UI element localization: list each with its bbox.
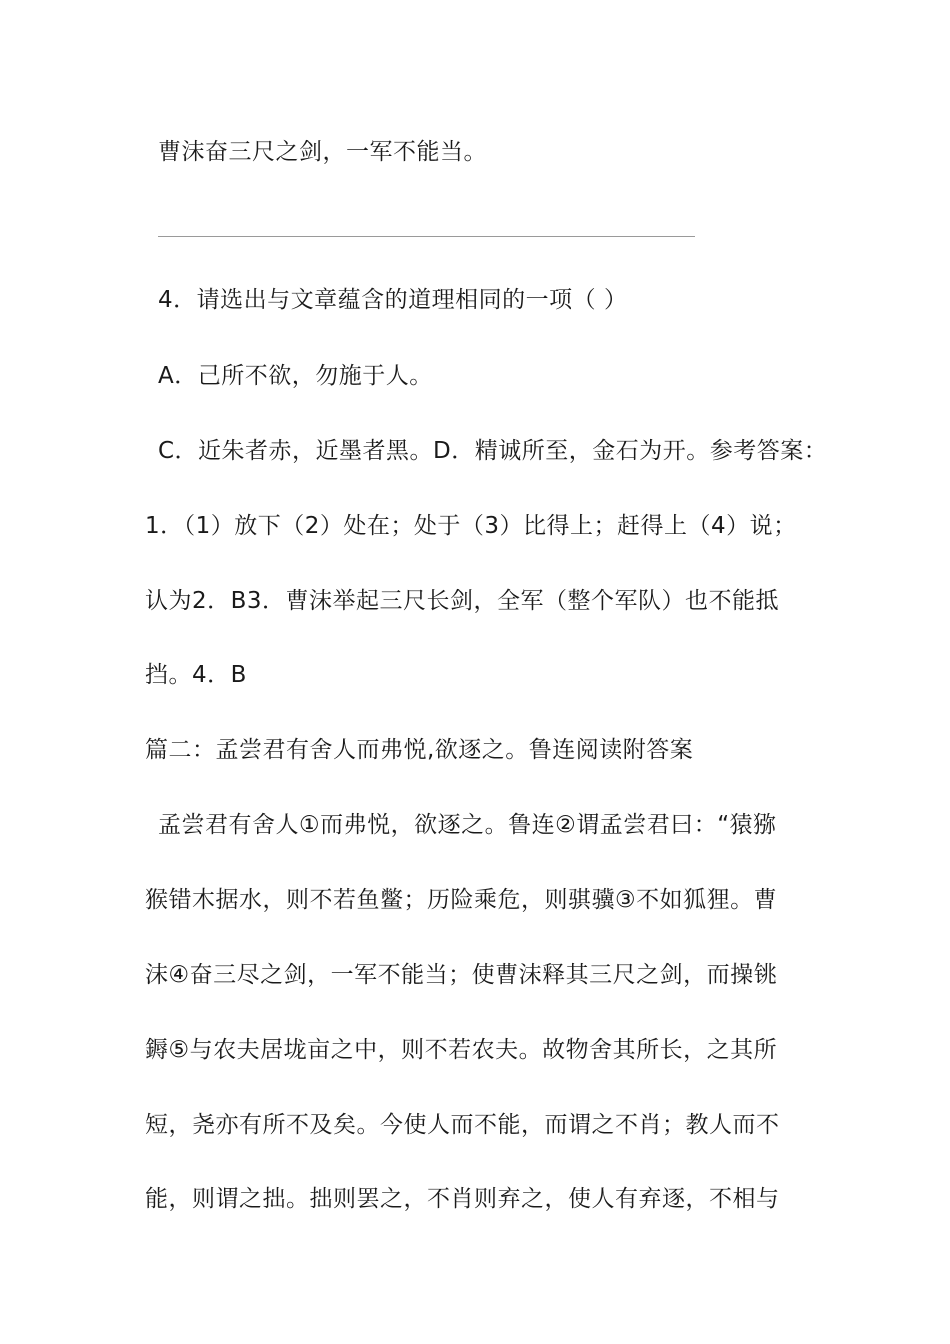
- option-c-d-answers: C．近朱者赤，近墨者黑。D．精诚所至，金石为开。参考答案：: [158, 438, 828, 464]
- answer-line-2: 认为2．B3．曹沫举起三尺长剑，全军（整个军队）也不能抵: [145, 588, 780, 614]
- text-line-1: 曹沫奋三尺之剑，一军不能当。: [158, 139, 487, 165]
- passage-line-6: 能，则谓之拙。拙则罢之，不肖则弃之，使人有弃逐，不相与: [145, 1186, 780, 1212]
- section-heading: 篇二：孟尝君有舍人而弗悦,欲逐之。鲁连阅读附答案: [145, 737, 694, 763]
- passage-line-4: 鎒⑤与农夫居垅亩之中，则不若农夫。故物舍其所长，之其所: [145, 1037, 778, 1063]
- passage-line-2: 猴错木据水，则不若鱼鳖；历险乘危，则骐骥③不如狐狸。曹: [145, 887, 778, 913]
- answer-line-3: 挡。4．B: [145, 662, 247, 688]
- option-a: A．己所不欲，勿施于人。: [158, 363, 433, 389]
- answer-line-1: 1．（1）放下（2）处在；处于（3）比得上；赶得上（4）说；: [145, 513, 797, 539]
- passage-line-3: 沫④奋三尽之剑，一军不能当；使曹沫释其三尺之剑，而操铫: [145, 962, 778, 988]
- question-4: 4．请选出与文章蕴含的道理相同的一项（ ）: [158, 287, 628, 313]
- divider-line: [158, 236, 695, 237]
- passage-line-5: 短，尧亦有所不及矣。今使人而不能，而谓之不肖；教人而不: [145, 1112, 780, 1138]
- passage-line-1: 孟尝君有舍人①而弗悦，欲逐之。鲁连②谓孟尝君曰：“猿猕: [158, 812, 777, 838]
